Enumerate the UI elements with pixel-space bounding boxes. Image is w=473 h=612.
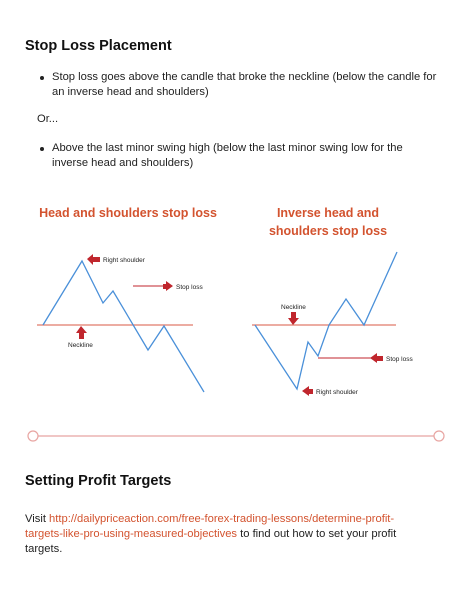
left-diagram: [37, 254, 204, 392]
section-divider: [28, 431, 444, 441]
neckline-arrow: [288, 312, 299, 325]
right-shoulder-arrow: [87, 254, 100, 265]
neckline-arrow: [76, 326, 87, 339]
right-diagram: [252, 252, 413, 396]
neckline-label: Neckline: [68, 342, 93, 349]
or-text: Or...: [37, 113, 59, 125]
stop-loss-arrow: [163, 281, 173, 291]
neckline-label: Neckline: [281, 304, 306, 311]
diagram-title-head-shoulders: Head and shoulders stop loss: [39, 206, 217, 220]
stop-loss-label: Stop loss: [176, 284, 203, 291]
measured-objectives-link[interactable]: http://dailypriceaction.com/free-forex-trading-lessons/determine-profit-targets-like-pro-using-measured-objectives: [25, 513, 395, 540]
section-heading-profit-targets: Setting Profit Targets: [25, 473, 172, 489]
right-shoulder-arrow: [302, 386, 313, 396]
section-heading-stop-loss: Stop Loss Placement: [25, 38, 172, 54]
rest-text: to find out how to set your profit targets.: [25, 528, 397, 555]
price-line: [255, 252, 397, 389]
right-shoulder-label: Right shoulder: [316, 389, 358, 396]
right-shoulder-label: Right shoulder: [103, 257, 145, 264]
price-line: [43, 261, 204, 392]
stop-loss-label: Stop loss: [386, 356, 413, 363]
bullet-item: Stop loss goes above the candle that broke the neckline (below the candle for an inverse head and shoulders): [38, 70, 438, 100]
visit-text: Visit: [25, 513, 50, 525]
profit-targets-paragraph: [25, 512, 425, 557]
stop-loss-arrow: [370, 353, 383, 363]
diagram-title-inverse: Inverse head and shoulders stop loss: [268, 206, 388, 238]
bullet-item: Above the last minor swing high (below the last minor swing low for the inverse head and shoulders): [38, 141, 438, 171]
